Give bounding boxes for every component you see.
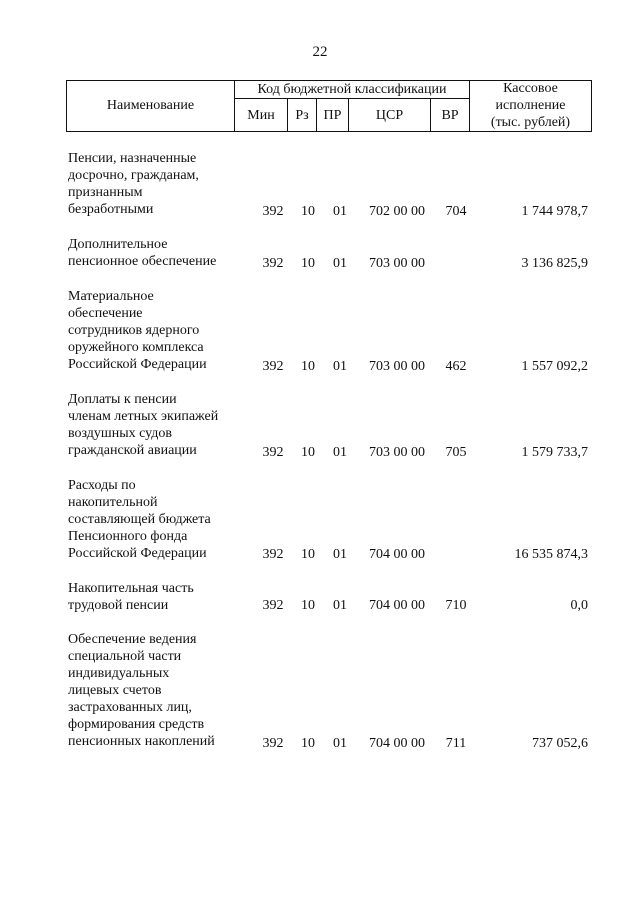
- row-pr: 01: [333, 445, 347, 460]
- row-min: 392: [262, 359, 284, 374]
- row-name: Дополнительное пенсионное обеспечение: [68, 237, 217, 269]
- row-rz: 10: [301, 598, 315, 613]
- row-csr: 704 00 00: [369, 547, 425, 562]
- row-min: 392: [262, 204, 284, 219]
- row-amount: 1 744 978,7: [521, 204, 588, 219]
- row-csr: 703 00 00: [369, 256, 425, 271]
- header-divider-code-group: [234, 98, 469, 99]
- row-min: 392: [262, 598, 284, 613]
- table-row: [0, 391, 640, 461]
- row-pr: 01: [333, 547, 347, 562]
- row-vr: 462: [445, 359, 467, 374]
- table-row: [0, 150, 640, 222]
- row-name: Расходы по накопительной составляющей бюджета Пенсионного фонда Российской Федерации: [68, 478, 211, 561]
- row-vr: 704: [445, 204, 467, 219]
- header-name: Наименование: [106, 98, 195, 113]
- row-name: Пенсии, назначенные досрочно, гражданам, признанным безработными: [68, 151, 199, 217]
- row-rz: 10: [301, 736, 315, 751]
- row-csr: 704 00 00: [369, 736, 425, 751]
- header-code-group: Код бюджетной классификации: [257, 82, 447, 97]
- table-header: [66, 80, 592, 132]
- row-pr: 01: [333, 256, 347, 271]
- header-pr: ПР: [323, 108, 342, 123]
- row-rz: 10: [301, 359, 315, 374]
- row-vr: 710: [445, 598, 467, 613]
- row-rz: 10: [301, 204, 315, 219]
- header-amount: Кассовое исполнение (тыс. рублей): [490, 81, 571, 130]
- row-amount: 737 052,6: [532, 736, 588, 751]
- row-min: 392: [262, 547, 284, 562]
- table-row: [0, 580, 640, 616]
- row-min: 392: [262, 256, 284, 271]
- row-pr: 01: [333, 736, 347, 751]
- page-number: 22: [312, 44, 328, 60]
- row-vr: 711: [445, 736, 467, 751]
- table-row: [0, 288, 640, 374]
- row-min: 392: [262, 736, 284, 751]
- row-csr: 703 00 00: [369, 359, 425, 374]
- header-border-right: [591, 80, 592, 132]
- row-amount: 0,0: [570, 598, 588, 613]
- row-pr: 01: [333, 598, 347, 613]
- header-border-bottom: [66, 131, 592, 132]
- row-name: Накопительная часть трудовой пенсии: [68, 581, 194, 613]
- row-vr: 705: [445, 445, 467, 460]
- header-vr: ВР: [441, 108, 459, 123]
- row-csr: 702 00 00: [369, 204, 425, 219]
- row-amount: 1 557 092,2: [521, 359, 588, 374]
- row-min: 392: [262, 445, 284, 460]
- row-pr: 01: [333, 204, 347, 219]
- header-rz: Рз: [295, 108, 309, 123]
- row-rz: 10: [301, 547, 315, 562]
- row-name: Доплаты к пенсии членам летных экипажей воздушных судов гражданской авиации: [68, 392, 219, 458]
- row-csr: 703 00 00: [369, 445, 425, 460]
- row-rz: 10: [301, 445, 315, 460]
- row-csr: 704 00 00: [369, 598, 425, 613]
- row-amount: 1 579 733,7: [521, 445, 588, 460]
- row-name: Материальное обеспечение сотрудников ядерного оружейного комплекса Российской Федерации: [68, 289, 207, 372]
- header-min: Мин: [247, 108, 275, 123]
- row-amount: 3 136 825,9: [521, 256, 588, 271]
- row-name: Обеспечение ведения специальной части индивидуальных лицевых счетов застрахованных лиц, формирования средств пенсионных накоплений: [68, 632, 215, 749]
- row-amount: 16 535 874,3: [514, 547, 588, 562]
- table-row: [0, 236, 640, 272]
- table-row: [0, 631, 640, 753]
- row-rz: 10: [301, 256, 315, 271]
- header-csr: ЦСР: [375, 108, 404, 123]
- table-row: [0, 477, 640, 563]
- row-pr: 01: [333, 359, 347, 374]
